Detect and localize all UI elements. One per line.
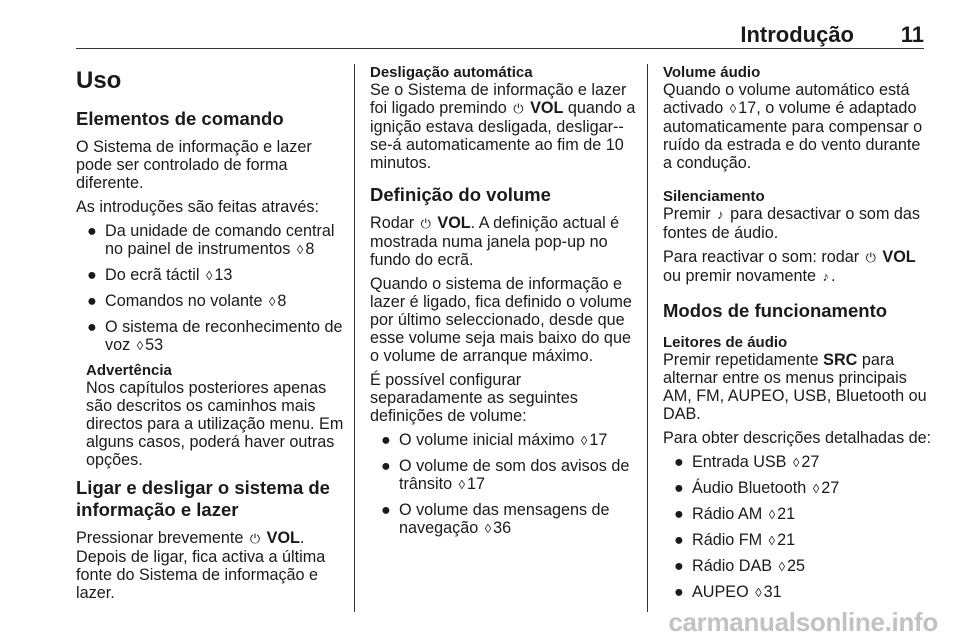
page-ref[interactable]: 27	[801, 453, 820, 471]
power-icon: ⏻	[865, 250, 876, 265]
main-heading: Uso	[76, 67, 122, 94]
list-item-text: Rádio DAB	[692, 557, 773, 575]
bullet-icon: ●	[674, 583, 684, 601]
column-1	[76, 64, 346, 608]
page-ref[interactable]: 27	[821, 479, 840, 497]
text: . Depois de ligar, fica activa a última fonte do Sistema de informação e lazer.	[76, 529, 326, 602]
bullet-list	[663, 453, 933, 602]
note-title: Advertência	[86, 362, 172, 379]
list-item	[76, 266, 346, 285]
page-ref-icon: ◊	[792, 455, 800, 470]
list-item	[663, 453, 933, 472]
list-item-text: Entrada USB	[692, 453, 787, 471]
list-item	[370, 431, 638, 450]
text: Rodar	[370, 214, 415, 232]
bullet-list	[76, 222, 346, 355]
page-ref[interactable]: 25	[787, 557, 806, 575]
page-ref[interactable]: 17	[738, 99, 757, 117]
note-text: Nos capítulos posteriores apenas são descritos os caminhos mais directos para a utilização menu. Em alguns casos, poderá haver outras opções.	[86, 379, 344, 469]
paragraph: As introduções são feitas através:	[76, 198, 319, 216]
subheading-small: Volume áudio	[663, 64, 761, 81]
mute-icon: ♪	[717, 207, 724, 222]
paragraph: É possível configurar separadamente as seguintes definições de volume:	[370, 371, 578, 425]
paragraph	[663, 248, 933, 286]
page-header	[76, 0, 924, 49]
paragraph	[663, 351, 933, 423]
list-item-text: O volume inicial máximo	[399, 431, 575, 449]
paragraph: Quando o sistema de informação e lazer é ligado, fica definido o volume por último seleccionado, desde que esse volume seja mais baixo do que o volume de arranque máximo.	[370, 275, 632, 365]
page-ref-icon: ◊	[768, 533, 776, 548]
src-key: SRC	[823, 351, 858, 369]
text: , o volume é adaptado automaticamente para compensar o ruído da estrada e do vento durante a condução.	[663, 99, 923, 172]
page-ref[interactable]: 8	[277, 292, 287, 310]
list-item-text: Comandos no volante	[105, 292, 263, 310]
list-item-text: Da unidade de comando central no painel de instrumentos	[105, 222, 335, 258]
bullet-icon: ●	[674, 531, 684, 549]
list-item	[663, 583, 933, 602]
list-item-text: O sistema de reconhecimento de voz	[105, 318, 343, 354]
subheading-small: Leitores de áudio	[663, 334, 788, 351]
list-item-text: Áudio Bluetooth	[692, 479, 807, 497]
page-ref[interactable]: 17	[467, 475, 486, 493]
subheading: Modos de funcionamento	[663, 300, 888, 321]
subheading: Elementos de comando	[76, 108, 284, 129]
list-item	[370, 457, 638, 494]
subheading-small: Desligação automática	[370, 64, 533, 81]
page-ref[interactable]: 17	[589, 431, 608, 449]
page-ref-icon: ◊	[136, 338, 144, 353]
column-divider	[354, 64, 355, 612]
page-ref[interactable]: 36	[493, 519, 512, 537]
bullet-icon: ●	[87, 222, 97, 240]
bullet-icon: ●	[87, 318, 97, 336]
bullet-icon: ●	[674, 557, 684, 575]
paragraph	[663, 205, 933, 242]
list-item	[663, 531, 933, 550]
mute-icon: ♪	[822, 269, 829, 284]
page-ref[interactable]: 13	[214, 266, 233, 284]
bullet-icon: ●	[381, 501, 391, 519]
column-divider	[647, 64, 648, 612]
bullet-icon: ●	[674, 479, 684, 497]
paragraph: O Sistema de informação e lazer pode ser controlado de forma diferente.	[76, 138, 312, 192]
page-ref-icon: ◊	[755, 585, 762, 600]
text: para desactivar o som das fontes de áudio.	[663, 205, 921, 242]
list-item	[663, 505, 933, 524]
page-ref-icon: ◊	[484, 521, 492, 536]
section-title: Introdução	[740, 22, 854, 47]
text: Pressionar brevemente	[76, 529, 244, 547]
bullet-icon: ●	[674, 453, 684, 471]
page-ref[interactable]: 31	[763, 583, 782, 601]
list-item-text: O volume de som dos avisos de trânsito	[399, 457, 630, 493]
page-ref-icon: ◊	[205, 268, 213, 283]
text: Premir	[663, 205, 711, 223]
bullet-icon: ●	[381, 457, 391, 475]
list-item-text: Rádio FM	[692, 531, 763, 549]
page-ref-icon: ◊	[768, 507, 776, 522]
text: Se o Sistema de informação e lazer foi ligado premindo	[370, 81, 627, 117]
paragraph: Para obter descrições detalhadas de:	[663, 429, 932, 447]
page-ref-icon: ◊	[268, 294, 276, 309]
text: . A definição actual é mostrada numa janela pop-up no fundo do ecrã.	[370, 214, 620, 269]
paragraph	[370, 214, 638, 269]
bullet-icon: ●	[674, 505, 684, 523]
vol-key: VOL	[530, 99, 564, 117]
page-ref-icon: ◊	[778, 559, 786, 574]
page-ref-icon: ◊	[296, 242, 304, 257]
list-item-text: AUPEO	[692, 583, 749, 601]
text: .	[830, 267, 836, 285]
page-ref-icon: ◊	[580, 433, 588, 448]
column-3	[663, 64, 933, 609]
text: para alternar entre os menus principais AM, FM, AUPEO, USB, Bluetooth ou DAB.	[663, 351, 927, 423]
subheading: Ligar e desligar o sistema de informação e lazer	[76, 477, 330, 520]
paragraph	[76, 529, 346, 602]
text: Quando o volume automático está activado	[663, 81, 910, 117]
list-item	[76, 318, 346, 355]
list-item	[76, 222, 346, 259]
bullet-icon: ●	[87, 266, 97, 284]
vol-key: VOL	[882, 248, 916, 266]
page-ref[interactable]: 21	[777, 531, 796, 549]
watermark: carmanualsonline.info	[668, 607, 938, 637]
page-ref-icon: ◊	[812, 481, 820, 496]
warning-note	[76, 362, 346, 469]
list-item-text: Do ecrã táctil	[105, 266, 200, 284]
text: Para reactivar o som: rodar	[663, 248, 860, 266]
bullet-list	[370, 431, 638, 538]
paragraph	[370, 81, 638, 172]
vol-key: VOL	[266, 529, 300, 547]
subheading: Definição do volume	[370, 184, 551, 205]
text: quando a ignição estava desligada, desligar--se-á automaticamente ao fim de 10 minutos.	[370, 99, 636, 172]
power-icon: ⏻	[249, 531, 261, 546]
list-item-text: Rádio AM	[692, 505, 763, 523]
page-number: 11	[900, 22, 924, 47]
text: ou premir novamente	[663, 267, 816, 285]
list-item	[76, 292, 346, 311]
paragraph	[663, 81, 933, 172]
subheading-small: Silenciamento	[663, 188, 765, 205]
text: Premir repetidamente	[663, 351, 819, 369]
power-icon: ⏻	[420, 216, 431, 231]
list-item	[370, 501, 638, 538]
list-item-text: O volume das mensagens de navegação	[399, 501, 610, 537]
page-ref[interactable]: 21	[777, 505, 796, 523]
list-item	[663, 557, 933, 576]
bullet-icon: ●	[87, 292, 97, 310]
page-ref[interactable]: 53	[145, 336, 164, 354]
vol-key: VOL	[437, 214, 471, 232]
bullet-icon: ●	[381, 431, 391, 449]
page-ref[interactable]: 8	[305, 240, 315, 258]
page-ref-icon: ◊	[729, 101, 737, 116]
column-2	[370, 64, 638, 545]
page-ref-icon: ◊	[458, 477, 466, 492]
power-icon: ⏻	[513, 101, 524, 116]
list-item	[663, 479, 933, 498]
